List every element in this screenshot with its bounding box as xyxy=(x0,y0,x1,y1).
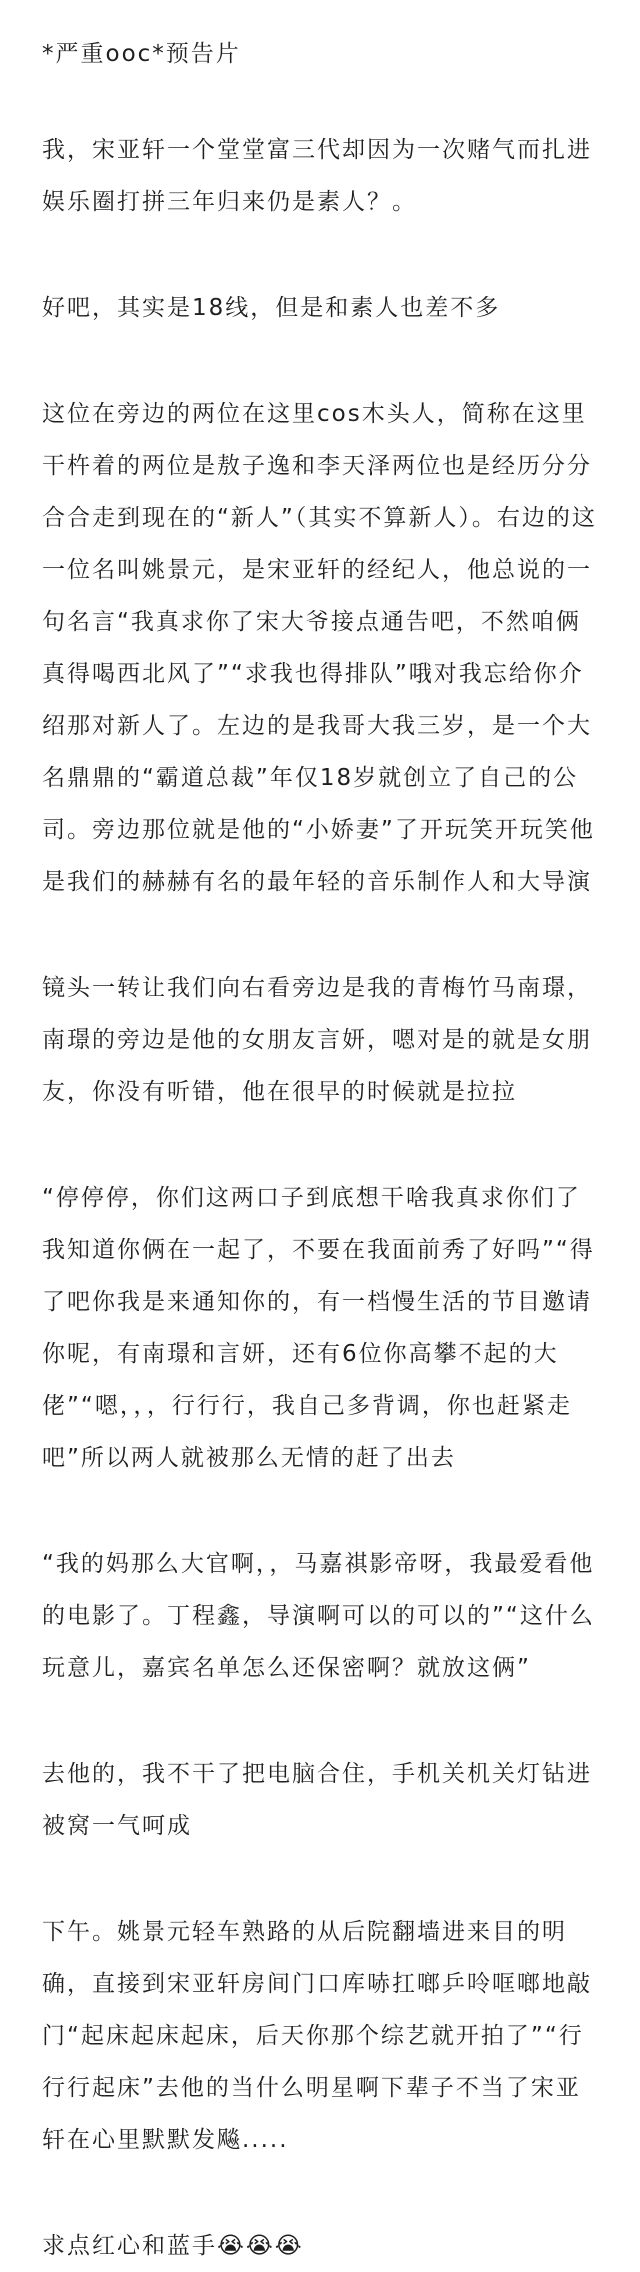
story-paragraph-2: 好吧，其实是18线，但是和素人也差不多 xyxy=(42,295,501,321)
story-paragraph-4: 镜头一转让我们向右看旁边是我的青梅竹马南璟，南璟的旁边是他的女朋友言妍，嗯对是的就是女朋友，你没有听错，他在很早的时候就是拉拉 xyxy=(42,975,592,1105)
story-paragraph-5: “停停停，你们这两口子到底想干啥我真求你们了我知道你俩在一起了，不要在我面前秀了好吗”“得了吧你我是来通知你的，有一档慢生活的节目邀请你呢，有南璟和言妍，还有6位你高攀不起的大佬”“嗯，，，行行行，我自己多背调，你也赶紧走吧”所以两人就被那么无情的赶了出去 xyxy=(42,1185,595,1471)
closing-request: 求点红心和蓝手😭😭😭 xyxy=(42,2233,304,2259)
story-paragraph-6: “我的妈那么大官啊，，马嘉祺影帝呀，我最爱看他的电影了。丁程鑫，导演啊可以的可以的”“这什么玩意儿，嘉宾名单怎么还保密啊？就放这俩” xyxy=(42,1551,595,1681)
story-paragraph-7: 去他的，我不干了把电脑合住，手机关机关灯钻进被窝一气呵成 xyxy=(42,1761,592,1839)
story-paragraph-1: 我，宋亚轩一个堂堂富三代却因为一次赌气而扎进娱乐圈打拼三年归来仍是素人？。 xyxy=(42,137,592,215)
story-paragraph-3: 这位在旁边的两位在这里cos木头人，简称在这里干杵着的两位是敖子逸和李天泽两位也是经历分分合合走到现在的“新人”（其实不算新人）。右边的这一位名叫姚景元，是宋亚轩的经纪人，他总说的一句名言“我真求你了宋大爷接点通告吧，不然咱俩真得喝西北风了”“求我也得排队”哦对我忘给你介绍那对新人了。左边的是我哥大我三岁，是一个大名鼎鼎的“霸道总裁”年仅18岁就创立了自己的公司。旁边那位就是他的“小娇妻”了开玩笑开玩笑他是我们的赫赫有名的最年轻的音乐制作人和大导演 xyxy=(42,401,597,895)
story-paragraph-8: 下午。姚景元轻车熟路的从后院翻墙进来目的明确，直接到宋亚轩房间门口库哧扛啷乒呤哐啷地敲门“起床起床起床，后天你那个综艺就开拍了”“行行行起床”去他的当什么明星啊下辈子不当了宋亚轩在心里默默发飚..... xyxy=(42,1919,592,2153)
post-title: *严重ooc*预告片 xyxy=(42,41,241,67)
